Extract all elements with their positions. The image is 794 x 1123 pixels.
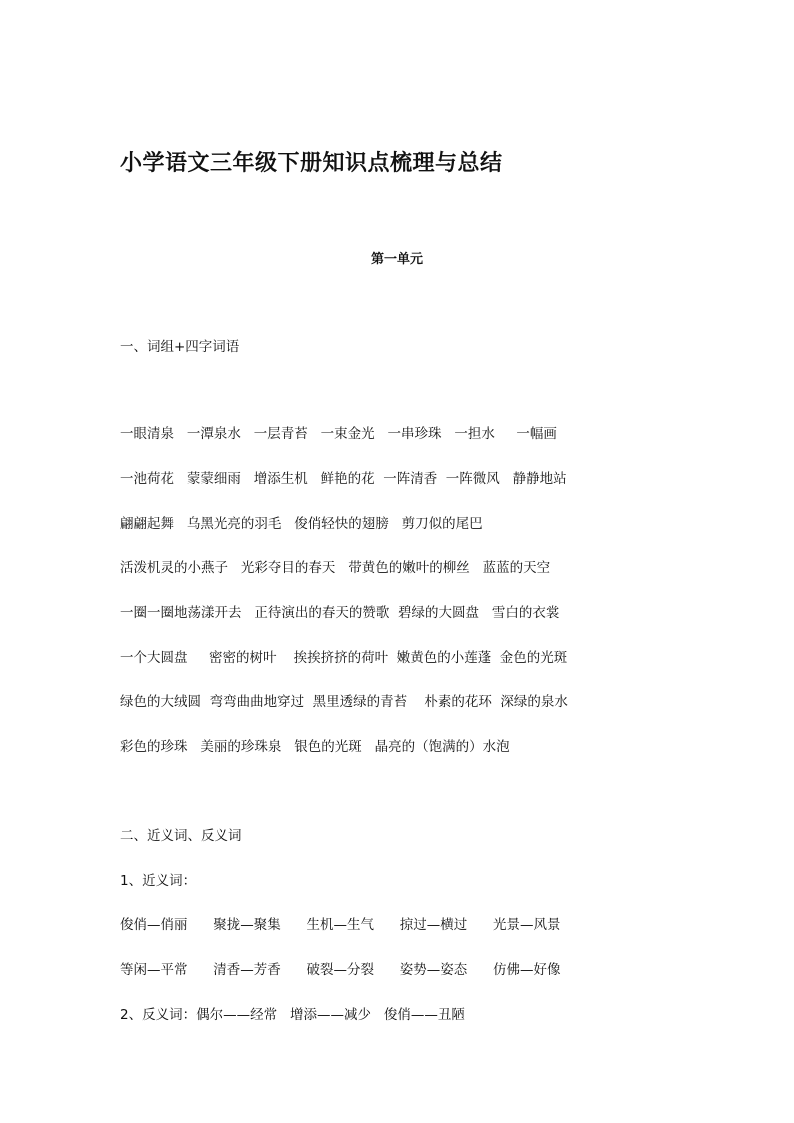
section-heading-synonyms-antonyms: 二、近义词、反义词 — [120, 828, 242, 844]
vocabulary-line: 一圈一圈地荡漾开去 正待演出的春天的赞歌 碧绿的大圆盘 雪白的衣裳 — [120, 605, 560, 621]
vocabulary-line: 活泼机灵的小燕子 光彩夺目的春天 带黄色的嫩叶的柳丝 蓝蓝的天空 — [120, 560, 551, 576]
synonyms-line: 俊俏—俏丽 聚拢—聚集 生机—生气 掠过—横过 光景—风景 — [120, 917, 561, 933]
vocabulary-line: 彩色的珍珠 美丽的珍珠泉 银色的光斑 晶亮的（饱满的）水泡 — [120, 739, 510, 755]
vocabulary-line: 翩翩起舞 乌黑光亮的羽毛 俊俏轻快的翅膀 剪刀似的尾巴 — [120, 516, 483, 532]
vocabulary-line: 绿色的大绒圆 弯弯曲曲地穿过 黑里透绿的青苔 朴素的花环 深绿的泉水 — [120, 694, 568, 710]
unit-title: 第一单元 — [370, 252, 423, 267]
document-title: 小学语文三年级下册知识点梳理与总结 — [120, 150, 503, 176]
vocabulary-line: 一个大圆盘 密密的树叶 挨挨挤挤的荷叶 嫩黄色的小莲蓬 金色的光斑 — [120, 650, 568, 666]
vocabulary-line: 一池荷花 蒙蒙细雨 增添生机 鲜艳的花 一阵清香 一阵微风 静静地站 — [120, 471, 567, 487]
section-heading-vocabulary: 一、词组+四字词语 — [120, 339, 240, 355]
antonyms-line: 2、反义词：偶尔——经常 增添——减少 俊俏——丑陋 — [120, 1007, 465, 1023]
synonyms-heading: 1、近义词： — [120, 873, 197, 889]
vocabulary-line: 一眼清泉 一潭泉水 一层青苔 一束金光 一串珍珠 一担水 一幅画 — [120, 426, 557, 442]
synonyms-line: 等闲—平常 清香—芳香 破裂—分裂 姿势—姿态 仿佛—好像 — [120, 962, 561, 978]
